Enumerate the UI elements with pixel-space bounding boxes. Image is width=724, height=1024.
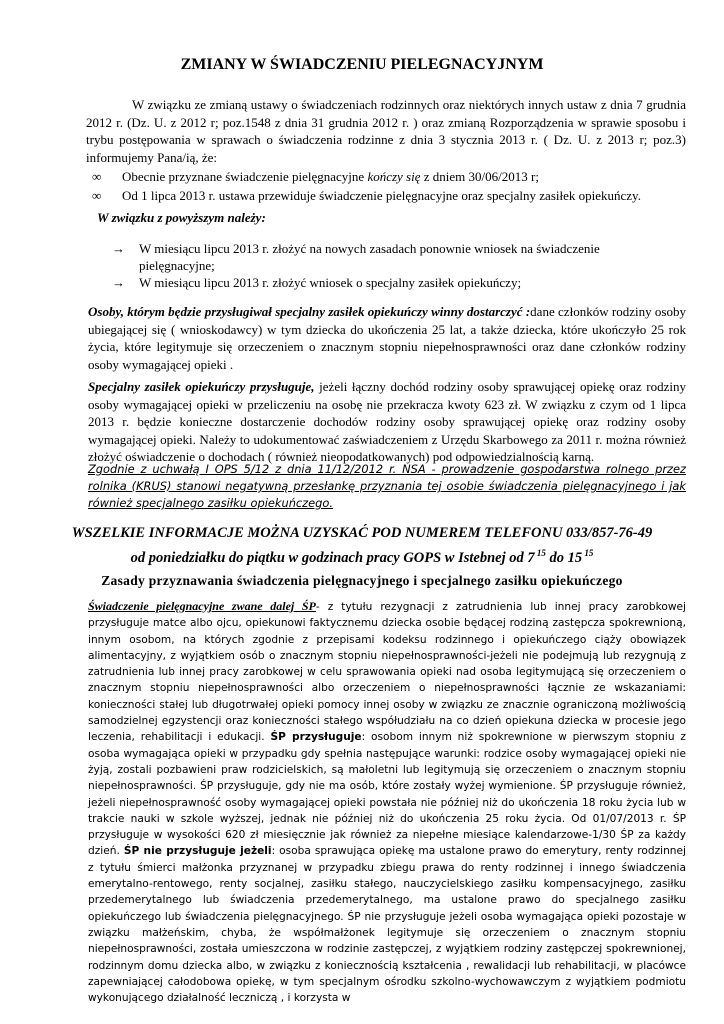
info-bullet-list xyxy=(92,167,692,205)
infinity-bullet-icon: ∞ xyxy=(92,169,102,184)
intro-paragraph: W związku ze zmianą ustawy o świadczeniach rodzinnych oraz niektórych innych ustaw z dnia 7 grudnia 2012 r. (Dz. U. z 2012 r; poz.1548 z dnia 31 grudnia 2012 r. ) oraz zmianą Rozporządzenia w sprawie sposobu i trybu postępowania w sprawach o świadczenia rodzinne z dnia 3 stycznia 2013 r. ( Dz. U. z 2013 r; poz.3) informujemy Pana/ią, że: xyxy=(86,97,686,165)
rules-heading: Zasady przyznawania świadczenia pielęgnacyjnego i specjalnego zasiłku opiekuńczego xyxy=(101,573,623,588)
documents-paragraph: Osoby, którym będzie przysługiwał specjalny zasiłek opiekuńczy winny dostarczyć :dane członków rodziny osoby ubiegającej się ( wnioskodawcy) w tym dziecka do ukończenia 25 lat, a także dziecka, które ukończyło 25 rok życia, które legitymuje się orzeczeniem o znacznym stopniu niepełnosprawności oraz dane członków rodziny osoby wymagającej opieki . xyxy=(88,304,686,372)
contact-info xyxy=(0,523,724,568)
infinity-bullet-icon: ∞ xyxy=(92,188,102,203)
allowance-paragraph: Specjalny zasiłek opiekuńczy przysługuje, jeżeli łączny dochód rodziny osoby sprawującej opiekę oraz rodziny osoby wymagającej opieki w przeliczeniu na osobę nie przekracza kwoty 623 zł. W związku z czym od 1 lipca 2013 r. będzie konieczne dostarczenie dochodów rodziny osoby sprawującej opiekę oraz rodziny osoby wymagającej opieki. Należy to udokumentować zaświadczeniem z Urzędu Skarbowego za 2011 r. można również złożyć oświadczenie o dochodach ( również nieopodatkowanych) pod odpowiedzialnością karną. xyxy=(88,379,686,464)
list-item: → W miesiącu lipcu 2013 r. złożyć wniosek o specjalny zasiłek opiekuńczy; xyxy=(112,275,522,290)
list-item: ∞ Od 1 lipca 2013 r. ustawa przewiduje świadczenie pielęgnacyjne oraz specjalny zasiłek opiekuńczy. xyxy=(92,188,641,203)
contact-hours-line: od poniedziałku do piątku w godzinach pracy GOPS w Istebnej od 7 $^{15}$ do 15 $^{15}$ xyxy=(130,548,594,566)
contact-phone-line: WSZELKIE INFORMACJE MOŻNA UZYSKAĆ POD NUMEREM TELEFONU 033/857-76-49 xyxy=(71,525,653,541)
arrow-right-icon: → xyxy=(112,241,125,256)
resolution-note: Zgodnie z uchwałą I OPS 5/12 z dnia 11/12/2012 r. NSA - prowadzenie gospodarstwa rolnego przez rolnika (KRUS) stanowi negatywną przesłankę przyznania tej osobie świadczenia pielęgnacyjnego i jak również specjalnego zasiłku opiekuńczego. xyxy=(88,462,686,510)
arrow-right-icon: → xyxy=(112,275,125,290)
rules-paragraph: Świadczenie pielęgnacyjne zwane dalej ŚP- z tytułu rezygnacji z zatrudnienia lub innej pracy zarobkowej przysługuje matce albo ojcu, opiekunowi faktycznemu dziecka osobie będącej rodziną zastępcza spokrewnioną, innym osobom, na których zgodnie z przepisami kodeksu rodzinnego i opiekuńczego ciąży obowiązek alimentacyjny, z wyjątkiem osób o znacznym stopniu niepełnosprawności-jeżeli nie podejmują lub rezygnują z zatrudnienia lub innej pracy zarobkowej w celu sprawowania opieki nad osoba legitymującą się orzeczeniem o znacznym stopniu niepełnosprawności albo orzeczeniem o niepełnosprawności łącznie ze wskazaniami: konieczności stałej lub długotrwałej opieki pomocy innej osoby w związku ze znacznie ograniczoną możliwością samodzielnej egzystencji oraz konieczności stałego współudziału na co dzień opiekuna dziecka w procesie jego leczenia, rehabilitacji i edukacji. ŚP przysługuje: osobom innym niż spokrewnione w pierwszym stopniu z osoba wymagająca opieki w przypadku gdy spełnia następujące warunki: rodzice osoby wymagającej opieki nie żyją, zostali pozbawieni praw rodzicielskich, są małoletni lub legitymują się orzeczeniem o znacznym stopniu niepełnosprawności. ŚP przysługuje, gdy nie ma osób, które zostały wyżej wymienione. ŚP przysługuje również, jeżeli niepełnosprawność osoby wymagającej opieki powstała nie później niż do ukończenia 18 roku życia lub w trakcie nauki w szkole wyższej, jednak nie później niż do ukończenia 25 roku życia. Od 01/07/2013 r. ŚP przysługuje w wysokości 620 zł miesięcznie jak również za niepełne miesiące kalendarzowe-1/30 ŚP za każdy dzień. ŚP nie przysługuje jeżeli: osoba sprawująca opiekę ma ustalone prawo do emerytury, renty rodzinnej z tytułu śmierci małżonka przyznanej w przypadku zbiegu prawa do renty rodzinnej i innego świadczenia emerytalno-rentowego, renty socjalnej, zasiłku stałego, nauczycielskiego zasiłku kompensacyjnego, zasiłku przedemerytalnego lub świadczenia przedemerytalnego, ma ustalone prawo do specjalnego zasiłku opiekuńczego lub świadczenia pielęgnacyjnego. ŚP nie przysługuje jeżeli osoba wymagająca opieki pozostaje w związku małżeńskim, chyba, że współmałżonek legitymuje się orzeczeniem o znacznym stopniu niepełnosprawności, została umieszczona w rodzinie zastępczej, z wyjątkiem rodziny zastępczej spokrewnionej, rodzinnym domu dziecka albo, w związku z koniecznością kształcenia , rewalidacji lub rehabilitacji, w placówce zapewniającej całodobowa opiekę, w tym specjalnym ośrodku szkolno-wychowawczym z wyjątkiem podmiotu wykonującego działalność leczniczą , i korzysta w xyxy=(88,599,686,1005)
page-title: ZMIANY W ŚWIADCZENIU PIELEGNACYJNYM xyxy=(180,56,544,73)
section-subheading: W związku z powyższym należy: xyxy=(97,210,266,225)
list-item: ∞ Obecnie przyznane świadczenie pielęgnacyjne kończy się z dniem 30/06/2013 r; xyxy=(92,169,539,184)
list-item: → W miesiącu lipcu 2013 r. złożyć na nowych zasadach ponownie wniosek na świadczenie pielęgnacyjne; xyxy=(112,241,600,273)
action-list xyxy=(112,240,672,291)
